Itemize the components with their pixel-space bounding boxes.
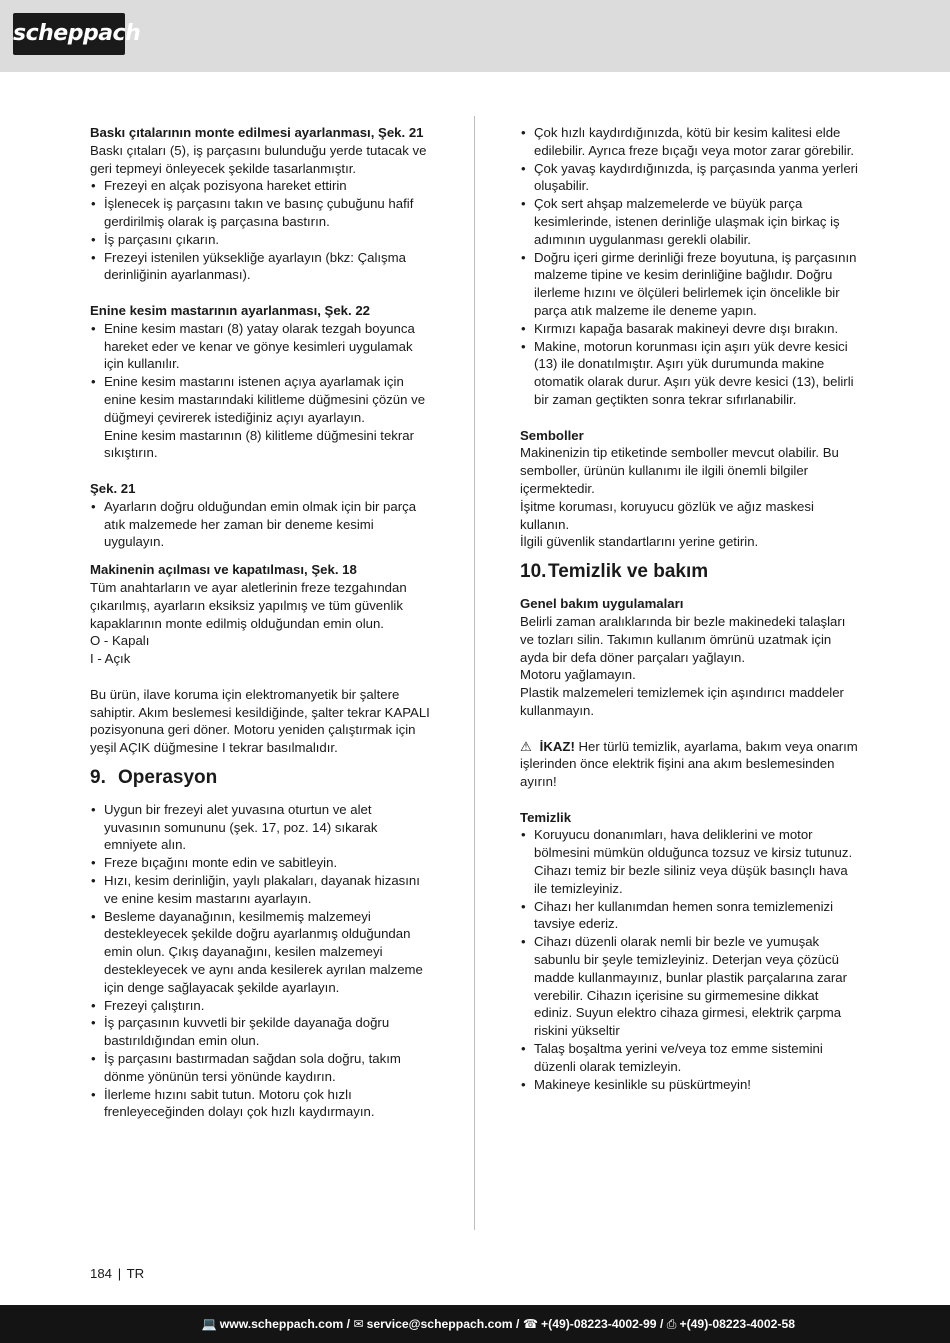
section-heading-pressure-strips: Baskı çıtalarının monte edilmesi ayarlanması, Şek. 21 (90, 125, 424, 140)
footer-phone: +(49)-08223-4002-99 (541, 1317, 657, 1331)
list-item: • Frezeyi en alçak pozisyona hareket ettirin (90, 177, 430, 195)
list-item: • Frezeyi istenilen yüksekliğe ayarlayın (bkz: Çalışma derinliğinin ayarlanması). (90, 249, 430, 285)
right-column (520, 124, 860, 1093)
list-item: • Enine kesim mastarını istenen açıya ayarlamak için enine kesim mastarındaki kilitleme düğmesini çözün ve düğmeyi çevirerek istediğiniz açıyı ayarlayın. (90, 373, 430, 426)
warning-label: İKAZ! (539, 738, 575, 754)
list-item: • Hızı, kesim derinliğin, yaylı plakaları, dayanak hizasını ve enine kesim mastarını ayarlayın. (90, 872, 430, 908)
footer-separator: / (516, 1317, 520, 1331)
footer-separator: / (659, 1317, 664, 1331)
footer-website-link[interactable]: www.scheppach.com (219, 1317, 344, 1331)
list-item: • Besleme dayanağının, kesilmemiş malzemeyi destekleyecek şekilde doğru ayarlanmış olduğundan emin olun. Çıkış dayanağını, kesilen malzemeyi destekleyecek ve aynı anda kesilerek ayrılan malzeme için denge sağlayacak şekilde ayarlayın. (90, 908, 430, 997)
paragraph: Plastik malzemeleri temizlemek için aşındırıcı maddeler kullanmayın. (520, 685, 844, 718)
switch-on-label: I - Açık (90, 651, 131, 667)
list-item: • Kırmızı kapağa basarak makineyi devre dışı bırakın. (520, 320, 860, 338)
bullet-list (90, 177, 430, 284)
phone-icon: ☎ (522, 1317, 539, 1331)
bullet-list (520, 826, 860, 1093)
bullet-list (520, 124, 860, 409)
list-item: • Çok sert ahşap malzemelerde ve büyük parça kesimlerinde, istenen derinliğe ulaşmak için birkaç iş adımının uygulanması gerekli olabilir. (520, 195, 860, 248)
computer-icon: 💻 (201, 1317, 217, 1331)
footer-fax: +(49)-08223-4002-58 (679, 1317, 795, 1331)
fax-icon: ⎙ (666, 1317, 677, 1331)
section-heading-on-off: Makinenin açılması ve kapatılması, Şek. 18 (90, 562, 357, 578)
list-item: • İlerleme hızını sabit tutun. Motoru çok hızlı frenleyeceğinden dolayı çok hızlı kaydırmayın. (90, 1086, 430, 1122)
list-item: • Ayarların doğru olduğundan emin olmak için bir parça atık malzemede her zaman bir deneme kesimi uygulayın. (90, 498, 430, 551)
list-item: • Makineye kesinlikle su püskürtmeyin! (520, 1076, 860, 1094)
paragraph: Bu ürün, ilave koruma için elektromanyetik bir şaltere sahiptir. Akım beslemesi kesildiğinde, şalter tekrar KAPALI pozisyonuna geri döner. Motoru yeniden çalıştırmak için yeşil AÇIK düğmesine I tekrar basılmalıdır. (90, 686, 430, 756)
section-title-cleaning-maintenance (520, 561, 860, 583)
list-item: • Çok yavaş kaydırdığınızda, iş parçasında yanma yerleri oluşabilir. (520, 160, 860, 196)
list-item: • Uygun bir frezeyi alet yuvasına oturtun ve alet yuvasının somununu (şek. 17, poz. 14) sıkarak emniyete alın. (90, 801, 430, 854)
list-item: • İş parçasının kuvvetli bir şekilde dayanağa doğru bastırıldığından emin olun. (90, 1014, 430, 1050)
list-continuation: Enine kesim mastarının (8) kilitleme düğmesini tekrar sıkıştırın. (104, 427, 415, 461)
section-number: 9. (90, 766, 106, 788)
switch-off-label: O - Kapalı (90, 633, 150, 649)
list-item: • Talaş boşaltma yerini ve/veya toz emme sistemini düzenli olarak temizleyin. (520, 1040, 860, 1076)
list-item: • Enine kesim mastarı (8) yatay olarak tezgah boyunca hareket eder ve kenar ve gönye kesimleri uygulamak için kullanılır. (90, 320, 430, 373)
page-number-value: 184 (90, 1266, 113, 1281)
list-item: • Makine, motorun korunması için aşırı yük devre kesici (13) ile donatılmıştır. Aşırı yük durumunda makine otomatik olarak durur. Aşırı yük devre kesici (13), belirli bir zaman geçtikten sonra tekrar sıfırlanabilir. (520, 338, 860, 409)
list-item: • İş parçasını bastırmadan sağdan sola doğru, takım dönme yönünün tersi yönünde kaydırın. (90, 1050, 430, 1086)
paragraph: İşitme koruması, koruyucu gözlük ve ağız maskesi kullanın. (520, 498, 814, 532)
footer-email-link[interactable]: service@scheppach.com (366, 1317, 513, 1331)
paragraph: Belirli zaman aralıklarında bir bezle makinedeki talaşları ve tozları silin. Takımın kullanım ömrünü uzatmak için ayda bir defa döner parçaları yağlayın. (520, 613, 846, 665)
column-divider (474, 116, 475, 1230)
page-number (90, 1265, 144, 1283)
warning-text: Her türlü temizlik, ayarlama, bakım veya onarım işlerinden önce elektrik fişini ana akım beslemesinden ayırın! (520, 738, 858, 790)
list-item: • Çok hızlı kaydırdığınızda, kötü bir kesim kalitesi elde edilebilir. Ayrıca freze bıçağı veya motor zarar görebilir. (520, 124, 860, 160)
list-item: • Cihazı düzenli olarak nemli bir bezle ve yumuşak sabunlu bir şeyle temizleyiniz. Deterjan veya çözücü madde kullanmayınız, bunlar plastik parçalarına zarar verebilir. Cihazın içerisine su girmemesine dikkat ediniz. Suyun elektro cihaza girmesi, elektrik çarpma riskini yükseltir (520, 933, 860, 1040)
section-heading-symbols: Semboller (520, 427, 584, 443)
section-title-text: Operasyon (118, 766, 218, 788)
list-item: • Freze bıçağını monte edin ve sabitleyin. (90, 854, 430, 872)
bullet-list (90, 320, 430, 427)
warning-paragraph (520, 738, 860, 791)
section-heading-cleaning: Temizlik (520, 809, 572, 825)
bullet-list (90, 498, 430, 551)
list-item: • Cihazı her kullanımdan hemen sonra temizlemenizi tavsiye ederiz. (520, 898, 860, 934)
warning-triangle-icon: ⚠ (520, 738, 532, 754)
list-item: • Doğru içeri girme derinliği freze boyutuna, iş parçasının malzeme tipine ve kesim derinliğine bağlıdır. Doğru ilerleme hızını ve ölçüleri belirlemek için öncelikle bir parça atık malzeme ile deneme yapın. (520, 249, 860, 320)
page-language: TR (126, 1266, 145, 1281)
footer-separator: / (346, 1317, 351, 1331)
section-title-operation (90, 767, 430, 789)
section-number: 10. (520, 561, 547, 583)
list-item: • Frezeyi çalıştırın. (90, 997, 430, 1015)
list-item: • İşlenecek iş parçasını takın ve basınç çubuğunu hafif gerdirilmiş olarak iş parçasına bastırın. (90, 195, 430, 231)
paragraph: Motoru yağlamayın. (520, 667, 636, 683)
section-heading-general-maintenance: Genel bakım uygulamaları (520, 596, 684, 612)
email-icon: ✉ (353, 1317, 364, 1331)
section-heading-fig21: Şek. 21 (90, 480, 136, 496)
paragraph: Baskı çıtaları (5), iş parçasını bulunduğu yerde tutacak ve geri tepmeyi önleyecek şekilde tasarlanmıştır. (90, 142, 427, 176)
footer-band (0, 1305, 950, 1343)
paragraph: Makinenizin tip etiketinde semboller mevcut olabilir. Bu semboller, ürünün kullanımı ile ilgili önemli bilgiler içermektedir. (520, 445, 839, 496)
section-heading-crosscut-gauge: Enine kesim mastarının ayarlanması, Şek. 22 (90, 302, 371, 318)
section-title-text: Temizlik ve bakım (548, 561, 709, 583)
header-band (0, 0, 950, 72)
bullet-list (90, 801, 430, 1121)
paragraph: Tüm anahtarların ve ayar aletlerinin freze tezgahından çıkarılmış, ayarların eksiksiz yapılmış ve tüm güvenlik kapaklarının monte edilmiş olduğundan emin olun. (90, 579, 407, 631)
left-column (90, 124, 430, 1121)
list-item: • Koruyucu donanımları, hava deliklerini ve motor bölmesini mümkün olduğunca tozsuz ve kirsiz tutunuz. Cihazı temiz bir bezle siliniz veya düşük basınçlı hava ile temizleyiniz. (520, 826, 860, 897)
list-item: • İş parçasını çıkarın. (90, 231, 430, 249)
page-number-separator: | (117, 1266, 122, 1281)
paragraph: İlgili güvenlik standartlarını yerine getirin. (520, 534, 759, 550)
scheppach-logo: scheppach (13, 13, 125, 55)
